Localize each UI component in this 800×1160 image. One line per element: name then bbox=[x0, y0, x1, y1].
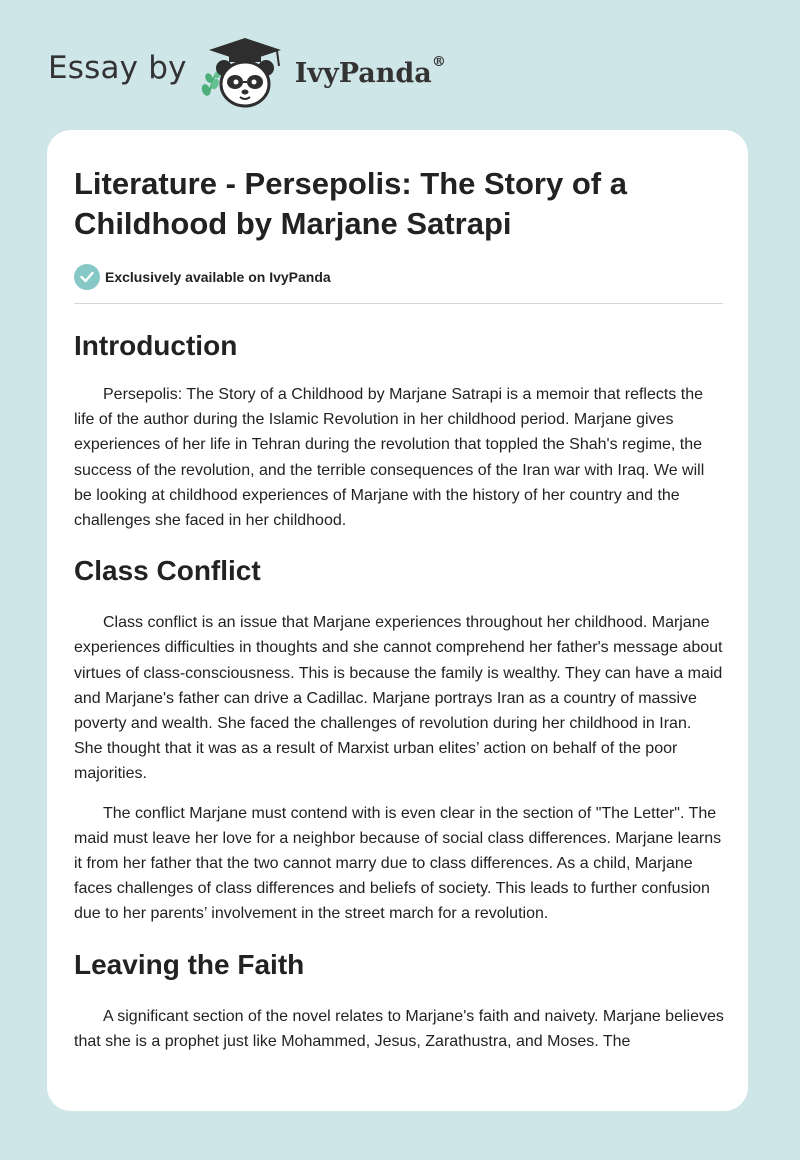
checkmark-icon bbox=[74, 264, 100, 290]
exclusive-badge bbox=[74, 264, 724, 290]
paragraph: Class conflict is an issue that Marjane experiences throughout her childhood. Marjane experiences difficulties in thoughts and she cannot comprehend her father's message about virtues of class-consciousness. This is because the family is wealthy. They can have a maid and Marjane's father can drive a Cadillac. Marjane portrays Iran as a country of massive poverty and wealth. She faced the challenges of revolution during her childhood in Iran. She thought that it was as a result of Marxist urban elites’ action on behalf of the poor majorities. bbox=[74, 614, 723, 783]
paragraph: The conflict Marjane must contend with is even clear in the section of "The Letter". The maid must leave her love for a neighbor because of social class differences. Marjane learns it from her father that the two cannot marry due to class differences. As a child, Marjane faces challenges of class differences and beliefs of society. This leads to further confusion due to her parents’ involvement in the street march for a revolution. bbox=[74, 804, 722, 923]
panda-graduate-icon bbox=[197, 32, 293, 112]
paragraph: A significant section of the novel relates to Marjane's faith and naivety. Marjane believes that she is a prophet just like Mohammed, Jesus, Zarathustra, and Moses. The bbox=[74, 1007, 724, 1050]
article-title: Literature - Persepolis: The Story of a Childhood by Marjane Satrapi bbox=[74, 166, 627, 241]
exclusive-badge-label: Exclusively available on IvyPanda bbox=[105, 269, 331, 285]
section-heading-class-conflict: Class Conflict bbox=[74, 555, 261, 587]
title-divider bbox=[74, 303, 723, 304]
site-logo[interactable] bbox=[48, 32, 446, 112]
section-heading-leaving-the-faith: Leaving the Faith bbox=[74, 948, 305, 980]
article-body bbox=[74, 164, 724, 1054]
section-heading-introduction: Introduction bbox=[74, 330, 238, 361]
article-card bbox=[47, 130, 748, 1111]
paragraph: Persepolis: The Story of a Childhood by Marjane Satrapi is a memoir that reflects the life of the author during the Islamic Revolution in her childhood period. Marjane gives experiences of her life in Tehran during the revolution that toppled the Shah's regime, the success of the revolution, and the terrible consequences of the Iran war with Iraq. We will be looking at childhood experiences of Marjane with the history of her country and the challenges she faced in her childhood. bbox=[74, 386, 705, 530]
logo-prefix-text: Essay by bbox=[48, 50, 187, 86]
logo-brand-text: IvyPanda® bbox=[294, 53, 446, 89]
